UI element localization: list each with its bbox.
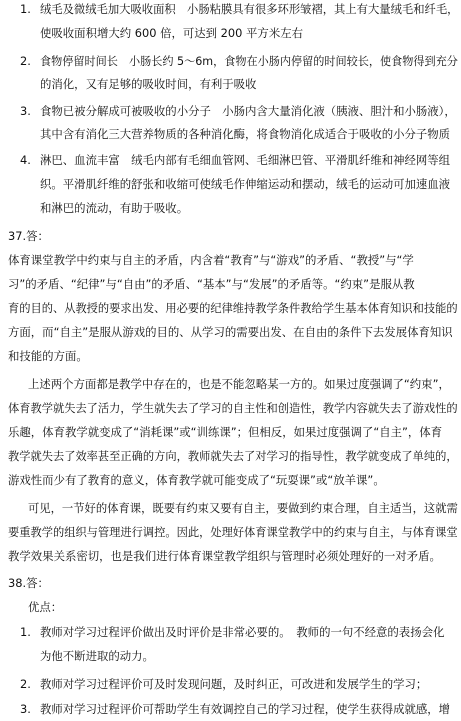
paragraph-line: 体育教学就失去了活力，学生就失去了学习的自主性和创造性，教学内容就失去了游戏性的: [8, 401, 458, 415]
item-number: 3.: [20, 702, 31, 716]
answer-label: 38.答：: [8, 576, 49, 590]
paragraph-line: 育的目的、从教授的要求出发、用必要的纪律维持教学条件教给学生基本体育知识和技能的: [8, 301, 458, 315]
item-text-line: 绒毛及微绒毛加大吸收面积 小肠粘膜具有很多环形皱褶，其上有大量绒毛和纤毛，: [40, 2, 459, 16]
item-text-line: 为他不断进取的动力。: [40, 649, 154, 663]
item-number: 2.: [20, 54, 31, 68]
item-text-line: 教师对学习过程评价可及时发现问题，及时纠正，可改进和发展学生的学习；: [40, 677, 428, 691]
item-text-line: 淋巴、血流丰富 绒毛内部有毛细血管网、毛细淋巴管、平滑肌纤维和神经网等组: [40, 153, 451, 167]
paragraph-line: 上述两个方面都是教学中存在的，也是不能忽略某一方的。如果过度强调了“约束”，: [28, 377, 450, 391]
sub-heading: 优点：: [28, 600, 63, 614]
item-text-line: 织。平滑肌纤维的舒张和收缩可使绒毛作伸缩运动和摆动，绒毛的运动可加速血液: [40, 177, 451, 191]
paragraph-line: 教学效果关系密切，也是我们进行体育课堂教学组织与管理时必须处理好的一对矛盾。: [8, 549, 441, 563]
paragraph-line: 方面，而“自主”是服从游戏的目的、从学习的需要出发、在自由的条件下去发展体育知识: [8, 325, 453, 339]
item-text-line: 和淋巴的流动，有助于吸收。: [40, 201, 189, 215]
item-number: 4.: [20, 153, 31, 167]
paragraph-line: 乐趣，体育教学就变成了“消耗课”或“训练课”；但相反，如果过度强调了“自主”，体育: [8, 425, 443, 439]
item-text-line: 食物已被分解成可被吸收的小分子 小肠内含大量消化液（胰液、胆汁和小肠液），: [40, 104, 456, 118]
paragraph-line: 可见，一节好的体育课，既要有约束又要有自主，要做到约束合理，自主适当，这就需: [28, 501, 458, 515]
item-text-line: 使吸收面积增大约 600 倍，可达到 200 平方米左右: [40, 26, 303, 40]
item-text-line: 食物停留时间长 小肠长约 5～6m，食物在小肠内停留的时间较长，使食物得到充分: [40, 54, 458, 68]
item-text-line: 的消化，又有足够的吸收时间，有利于吸收: [40, 77, 257, 91]
paragraph-line: 体育课堂教学中约束与自主的矛盾，内含着“教育”与“游戏”的矛盾、“教授”与“学: [8, 253, 414, 267]
item-text-line: 教师对学习过程评价做出及时评价是非常必要的。 教师的一句不经意的表扬会化: [40, 625, 445, 639]
item-text-line: 教师对学习过程评价可帮助学生有效调控自己的学习过程，使学生获得成就感，增: [40, 702, 451, 716]
answer-label: 37.答：: [8, 229, 49, 243]
item-number: 1.: [20, 2, 31, 16]
paragraph-line: 和技能的方面。: [8, 349, 88, 363]
paragraph-line: 习”的矛盾、“纪律”与“自由”的矛盾、“基本”与“发展”的矛盾等。“约束”是服从教: [8, 277, 415, 291]
item-number: 1.: [20, 625, 31, 639]
item-number: 2.: [20, 677, 31, 691]
paragraph-line: 教学就失去了效率甚至正确的方向，教师就失去了对学习的指导性，教学就变成了单纯的，: [8, 449, 458, 463]
paragraph-line: 要重教学的组织与管理进行调控。因此，处理好体育课堂教学中的约束与自主，与体育课堂: [8, 525, 458, 539]
item-text-line: 其中含有消化三大营养物质的各种消化酶，将食物消化成适合于吸收的小分子物质: [40, 127, 451, 141]
paragraph-line: 游戏性而少有了教育的意义，体育教学就可能变成了“玩耍课”或“放羊课”。: [8, 473, 385, 487]
item-number: 3.: [20, 104, 31, 118]
